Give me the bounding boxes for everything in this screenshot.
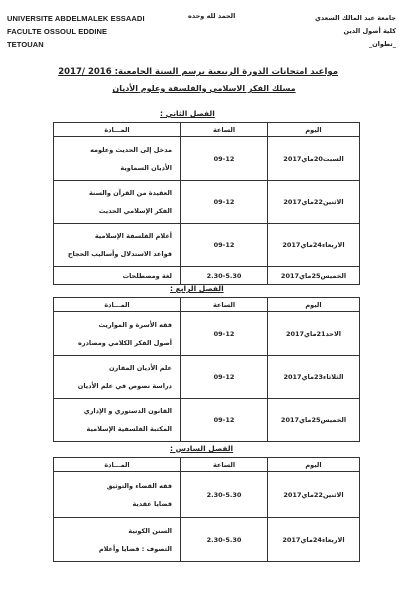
header-arabic <box>315 12 396 51</box>
header-invocation: الحمد لله وحده <box>188 12 236 20</box>
table-header-row <box>54 123 360 137</box>
day-cell: الاثنين22ماي2017 <box>268 181 360 224</box>
day-cell: الخميس25ماي2017 <box>268 267 360 285</box>
day-cell: الاحد21ماي2017 <box>268 312 360 356</box>
table-row <box>54 224 360 267</box>
day-cell: الاثنين22ماي2017 <box>268 472 360 518</box>
table-row <box>54 267 360 285</box>
table-header-row <box>54 458 360 472</box>
subject-cell <box>54 312 181 356</box>
subject-name: قضايا عقدية <box>132 499 172 508</box>
city-name: TETOUAN <box>7 40 44 49</box>
subject-name: الأديان السماوية <box>120 163 172 172</box>
day-header: اليوم <box>268 298 360 312</box>
subject-name: الفكر الإسلامي الحديث <box>98 207 172 215</box>
subject-name: دراسة نصوص في علم الأديان <box>77 382 172 390</box>
subject-cell <box>54 137 181 181</box>
table-header-row <box>54 298 360 312</box>
day-cell: الاربعاء24ماي2017 <box>268 518 360 562</box>
document-subtitle: مسلك الفكر الاسلامي والفلسفة وعلوم الأديان <box>112 84 296 93</box>
table-row <box>54 356 360 399</box>
city-name-ar: _تطوان_ <box>368 40 396 48</box>
subject-header: المـــادة <box>54 123 181 137</box>
subject-name: التصوف : قضايا وأعلام <box>98 544 172 553</box>
subject-cell <box>54 224 181 267</box>
subject-name: قواعد الاستدلال وأساليب الحجاج <box>67 250 172 258</box>
subject-name: أعلام الفلسفة الإسلامية <box>94 232 172 240</box>
time-header: الساعة <box>181 298 268 312</box>
university-name: UNIVERSITE ABDELMALEK ESSAADI <box>7 14 145 23</box>
semester-label: الفصل الثاني : <box>160 109 215 118</box>
subject-name: العقيدة من القرآن والسنة <box>88 189 172 197</box>
time-cell: 09-12 <box>181 224 268 267</box>
subject-header: المـــادة <box>54 458 181 472</box>
day-header: اليوم <box>268 123 360 137</box>
subject-cell <box>54 267 181 285</box>
subject-name: السنن الكونية <box>128 526 172 535</box>
time-header: الساعة <box>181 123 268 137</box>
table-row <box>54 518 360 562</box>
university-name-ar: جامعة عبد المالك السعدي <box>314 14 396 22</box>
table-row <box>54 137 360 181</box>
table-row <box>54 312 360 356</box>
subject-name: مدخل إلى الحديث وعلومه <box>90 145 172 154</box>
subject-name: علم الأديان المقارن <box>109 364 172 372</box>
day-cell: الثلاثاء23ماي2017 <box>268 356 360 399</box>
subject-cell <box>54 356 181 399</box>
time-cell: 09-12 <box>181 356 268 399</box>
schedule-table <box>53 457 360 562</box>
time-cell: 09-12 <box>181 399 268 442</box>
day-cell: الاربعاء24ماي2017 <box>268 224 360 267</box>
table-row <box>54 181 360 224</box>
subject-name: لغة ومصطلحات <box>122 271 172 280</box>
faculty-name: FACULTE OSSOUL EDDINE <box>7 27 108 36</box>
subject-header: المـــادة <box>54 298 181 312</box>
day-header: اليوم <box>268 458 360 472</box>
subject-cell <box>54 518 181 562</box>
schedule-table <box>53 122 360 285</box>
schedule-table <box>53 297 360 442</box>
faculty-name-ar: كلية أصول الدين <box>343 27 396 35</box>
subject-name: المكتبة الفلسفية الإسلامية <box>86 425 172 433</box>
subject-name: فقه الأسرة و المواريث <box>98 320 172 329</box>
day-cell: السبت20ماي2017 <box>268 137 360 181</box>
subject-cell <box>54 472 181 518</box>
subject-cell <box>54 181 181 224</box>
time-cell: 2.30-5.30 <box>181 472 268 518</box>
table-row <box>54 472 360 518</box>
header-french <box>7 12 145 51</box>
semester-label: الفصل الرابع : <box>170 284 224 293</box>
subject-name: أصول الفكر الكلامي ومصادره <box>78 338 172 347</box>
subject-cell <box>54 399 181 442</box>
subject-name: فقه القضاء والتوثيق <box>106 481 172 490</box>
time-cell: 09-12 <box>181 137 268 181</box>
time-cell: 2.30-5.30 <box>181 267 268 285</box>
day-cell: الخميس25ماي2017 <box>268 399 360 442</box>
subject-name: القانون الدستوري و الإداري <box>83 407 172 415</box>
time-cell: 09-12 <box>181 181 268 224</box>
time-cell: 2.30-5.30 <box>181 518 268 562</box>
semester-label: الفصل السادس : <box>170 444 234 453</box>
table-row <box>54 399 360 442</box>
document-title: مواعيد امتحانات الدورة الربيعية برسم السنة الجامعية: 2016 /2017 <box>58 67 338 77</box>
time-cell: 09-12 <box>181 312 268 356</box>
time-header: الساعة <box>181 458 268 472</box>
